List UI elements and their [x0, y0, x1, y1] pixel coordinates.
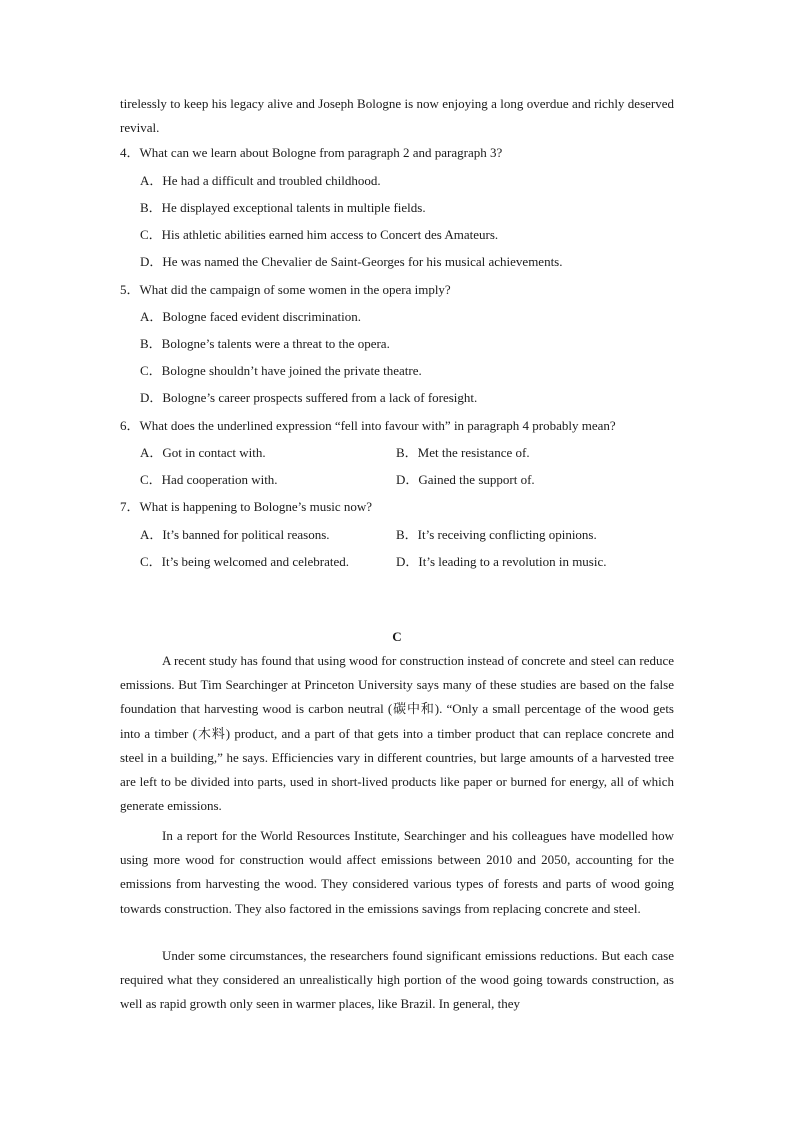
option-letter: B．: [396, 445, 418, 460]
option-letter: C．: [140, 554, 162, 569]
q7-option-c: [140, 552, 349, 572]
q7-option-b: [396, 525, 597, 545]
option-text: It’s receiving conflicting opinions.: [417, 527, 597, 542]
option-text: It’s being welcomed and celebrated.: [161, 554, 350, 569]
q5-option-a: [140, 307, 361, 327]
option-letter: B．: [140, 336, 162, 351]
question-number: 6．: [120, 418, 140, 433]
option-text: He displayed exceptional talents in multiple fields.: [161, 200, 426, 215]
option-letter: A．: [140, 445, 163, 460]
option-text: Met the resistance of.: [417, 445, 530, 460]
question-number: 5．: [120, 282, 140, 297]
option-text: It’s banned for political reasons.: [162, 527, 330, 542]
option-text: Bologne shouldn’t have joined the private theatre.: [161, 363, 422, 378]
section-title: C: [392, 629, 402, 644]
section-c-paragraph-3: Under some circumstances, the researchers found significant emissions reductions. But each case required what they considered an unrealistically high portion of the wood going towards construction, as well as rapid growth only seen in warmer places, like Brazil. In general, they: [120, 948, 674, 1012]
q6-option-c: [140, 470, 278, 490]
option-text: Gained the support of.: [418, 472, 535, 487]
option-letter: A．: [140, 527, 163, 542]
option-text: Got in contact with.: [162, 445, 266, 460]
question-number: 4．: [120, 145, 140, 160]
q4-option-b: [140, 198, 426, 218]
q4-option-c: [140, 225, 498, 245]
q6-option-d: [396, 470, 535, 490]
option-text: Had cooperation with.: [161, 472, 278, 487]
option-letter: D．: [396, 472, 419, 487]
option-text: He had a difficult and troubled childhood.: [162, 173, 381, 188]
option-letter: D．: [140, 254, 163, 269]
question-4: [120, 143, 502, 163]
q5-option-d: [140, 388, 477, 408]
option-text: Bologne’s career prospects suffered from a lack of foresight.: [162, 390, 478, 405]
carry-over-paragraph: tirelessly to keep his legacy alive and Joseph Bologne is now enjoying a long overdue and richly deserved revival.: [120, 96, 674, 135]
option-text: Bologne faced evident discrimination.: [162, 309, 361, 324]
option-letter: C．: [140, 363, 162, 378]
q5-option-c: [140, 361, 422, 381]
option-letter: A．: [140, 173, 163, 188]
q6-option-a: [140, 443, 266, 463]
option-letter: B．: [140, 200, 162, 215]
q4-option-d: [140, 252, 563, 272]
option-letter: D．: [140, 390, 163, 405]
q7-option-a: [140, 525, 330, 545]
question-stem: What did the campaign of some women in the opera imply?: [139, 282, 451, 297]
question-stem: What does the underlined expression “fell into favour with” in paragraph 4 probably mean?: [139, 418, 616, 433]
question-number: 7．: [120, 499, 140, 514]
option-letter: C．: [140, 227, 162, 242]
q4-option-a: [140, 171, 381, 191]
option-letter: A．: [140, 309, 163, 324]
option-letter: B．: [396, 527, 418, 542]
section-c-paragraph-1: A recent study has found that using wood for construction instead of concrete and steel can reduce emissions. But Tim Searchinger at Princeton University says many of these studies are based on the false foundation that harvesting wood is carbon neutral (碳中和). “Only a small percentage of the wood gets into a timber (木料) product, and a part of that gets into a timber product that can replace concrete and steel in a building,” he says. Efficiencies vary in different countries, but large amounts of a harvested tree are left to be divided into parts, used in short-lived products like paper or burned for energy, all of which generate emissions.: [120, 653, 674, 814]
option-text: Bologne’s talents were a threat to the opera.: [161, 336, 390, 351]
question-stem: What can we learn about Bologne from paragraph 2 and paragraph 3?: [139, 145, 503, 160]
section-c-paragraph-2: In a report for the World Resources Institute, Searchinger and his colleagues have modelled how using more wood for construction would affect emissions between 2010 and 2050, accounting for the emissions from harvesting the wood. They considered various types of forests and parts of wood going towards construction. They also factored in the emissions savings from replacing concrete and steel.: [120, 828, 674, 916]
option-letter: C．: [140, 472, 162, 487]
question-5: [120, 280, 451, 300]
q6-option-b: [396, 443, 530, 463]
option-text: His athletic abilities earned him access to Concert des Amateurs.: [161, 227, 499, 242]
option-letter: D．: [396, 554, 419, 569]
question-7: [120, 497, 372, 517]
question-6: [120, 416, 616, 436]
q5-option-b: [140, 334, 390, 354]
option-text: It’s leading to a revolution in music.: [418, 554, 607, 569]
option-text: He was named the Chevalier de Saint-Georges for his musical achievements.: [162, 254, 563, 269]
question-stem: What is happening to Bologne’s music now?: [139, 499, 373, 514]
q7-option-d: [396, 552, 607, 572]
